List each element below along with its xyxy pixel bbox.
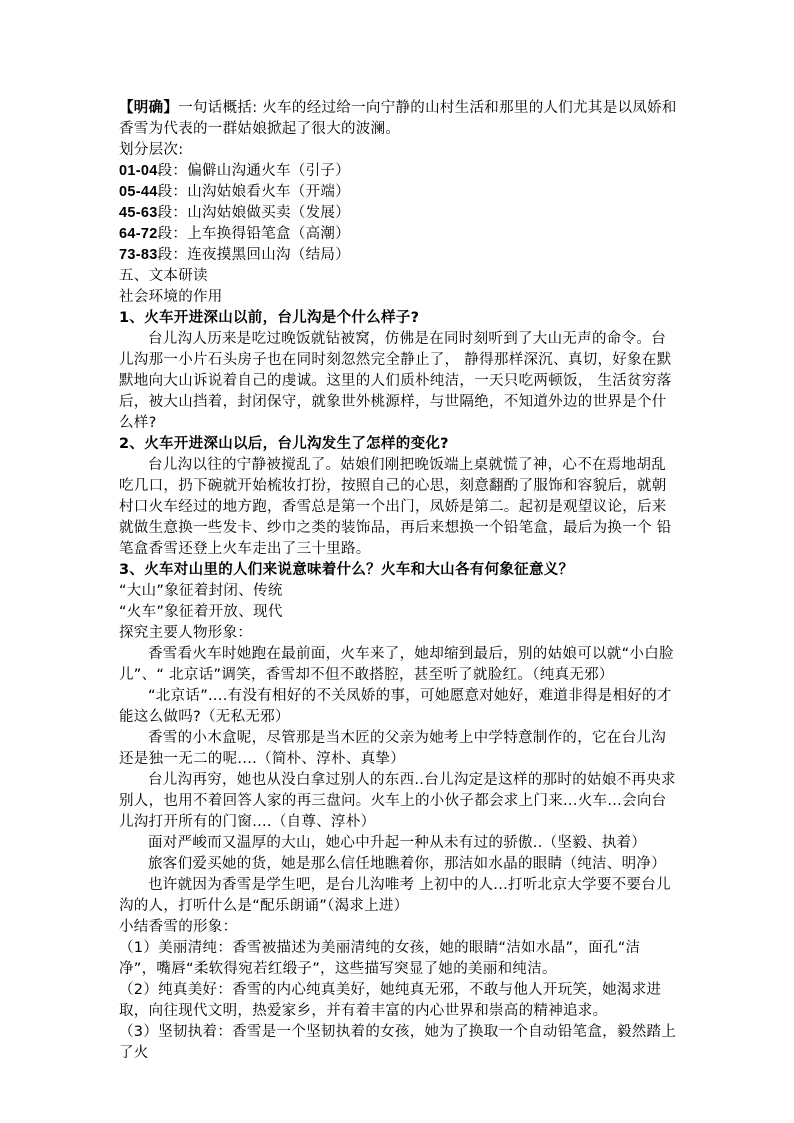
division-item — [119, 224, 677, 245]
summary-tag: 【明确】 — [119, 100, 179, 116]
division-text: 段：山沟姑娘做买卖（发展） — [157, 205, 350, 221]
summary-paragraph — [119, 98, 677, 140]
question-1: 1、火车开进深山以前，台儿沟是个什么样子? — [119, 310, 420, 326]
symbol-train: “火车”象征着开放、现代 — [119, 604, 283, 620]
question-2: 2、火车开进深山以后，台儿沟发生了怎样的变化? — [119, 436, 449, 452]
division-item — [119, 245, 677, 266]
document-page — [119, 98, 677, 1064]
division-text: 段：上车换得铅笔盒（高潮） — [157, 226, 350, 242]
division-item — [119, 182, 677, 203]
explore-paragraph: 台儿沟再穷，她也从没白拿过别人的东西..台儿沟定是这样的那时的姑娘不再央求别人，也用不着回答人家的再三盘问。火车上的小伙子都会求上门来...火车...会向台儿沟打开所有的门窗....（自尊、淳朴） — [119, 772, 676, 830]
answer-2: 台儿沟以往的宁静被搅乱了。姑娘们刚把晚饭端上桌就慌了神，心不在焉地胡乱吃几口，扔下碗就开始梳妆打扮，按照自己的心思，刻意翻酌了服饰和容貌后，就朝村口火车经过的地方跑，香雪总是第一个出门，凤娇是第二。起初是观望议论，后来就做生意换一些发卡、纱巾之类的装饰品，再后来想换一个铅笔盒，最后为换一个 铅笔盒香雪还登上火车走出了三十里路。 — [119, 457, 672, 557]
explore-paragraph: 旅客们爱买她的货，她是那么信任地瞧着你，那洁如水晶的眼睛（纯洁、明净） — [148, 856, 666, 872]
division-range: 45-63 — [119, 205, 158, 221]
explore-heading: 探究主要人物形象： — [119, 625, 253, 641]
section-heading: 五、文本研读 — [119, 268, 208, 284]
section-subheading: 社会环境的作用 — [119, 289, 223, 305]
division-item — [119, 203, 677, 224]
answer-1: 台儿沟人历来是吃过晚饭就钻被窝，仿佛是在同时刻听到了大山无声的命令。台儿沟那一小片石头房子也在同时刻忽然完全静止了， 静得那样深沉、真切，好象在默默地向大山诉说着自己的虔诚。这里的人们质朴纯洁，一天只吃两顿饭， 生活贫穷落后，被大山挡着，封闭保守，就象世外桃源样，与世隔绝，不知道外边的世界是个什么样? — [119, 331, 672, 431]
division-text: 段：偏僻山沟通火车（引子） — [157, 163, 350, 179]
conclusion-item: （2）纯真美好：香雪的内心纯真美好，她纯真无邪，不敢与他人开玩笑，她渴求进取，向往现代文明，热爱家乡，并有着丰富的内心世界和崇高的精神追求。 — [119, 982, 662, 1019]
division-range: 73-83 — [119, 247, 158, 263]
division-range: 64-72 — [119, 226, 158, 242]
symbol-mountain: “大山”象征着封闭、传统 — [119, 583, 283, 599]
explore-paragraph: 香雪的小木盒呢，尽管那是当木匠的父亲为她考上中学特意制作的，它在台儿沟还是独一无二的呢....（简朴、淳朴、真挚） — [119, 730, 666, 767]
division-heading: 划分层次: — [119, 142, 184, 158]
division-text: 段：山沟姑娘看火车（开端） — [157, 184, 350, 200]
division-range: 05-44 — [119, 184, 158, 200]
summary-text: 一句话概括: 火车的经过给一向宁静的山村生活和那里的人们尤其是以凤娇和香雪为代表的一群姑娘掀起了很大的波澜。 — [119, 100, 677, 137]
division-item — [119, 161, 677, 182]
conclusion-item: （1）美丽清纯：香雪被描述为美丽清纯的女孩，她的眼睛“洁如水晶”，面孔“洁净”，嘴唇“柔软得宛若红缎子”，这些描写突显了她的美丽和纯洁。 — [119, 940, 641, 977]
division-text: 段：连夜摸黑回山沟（结局） — [157, 247, 350, 263]
conclusion-item: （3）坚韧执着：香雪是一个坚韧执着的女孩，她为了换取一个自动铅笔盒，毅然踏上了火 — [119, 1024, 677, 1061]
explore-paragraph: 也许就因为香雪是学生吧，是台儿沟唯考 上初中的人...打听北京大学要不要台儿沟的人，打听什么是“配乐朗诵”（渴求上进） — [119, 877, 671, 914]
question-3: 3、火车对山里的人们来说意味着什么？火车和大山各有何象征意义？ — [119, 562, 574, 578]
explore-paragraph: 面对严峻而又温厚的大山，她心中升起一种从未有过的骄傲..（坚毅、执着） — [148, 835, 647, 851]
explore-paragraph: 香雪看火车时她跑在最前面，火车来了，她却缩到最后，别的姑娘可以就“小白脸儿”、“ 北京话”调笑，香雪却不但不敢搭腔，甚至听了就脸红。（纯真无邪） — [119, 646, 674, 683]
division-range: 01-04 — [119, 163, 158, 179]
conclusion-heading: 小结香雪的形象： — [119, 919, 238, 935]
explore-paragraph: “北京话”....有没有相好的不关凤娇的事，可她愿意对她好，难道非得是相好的才能这么做吗?（无私无邪） — [119, 688, 672, 725]
